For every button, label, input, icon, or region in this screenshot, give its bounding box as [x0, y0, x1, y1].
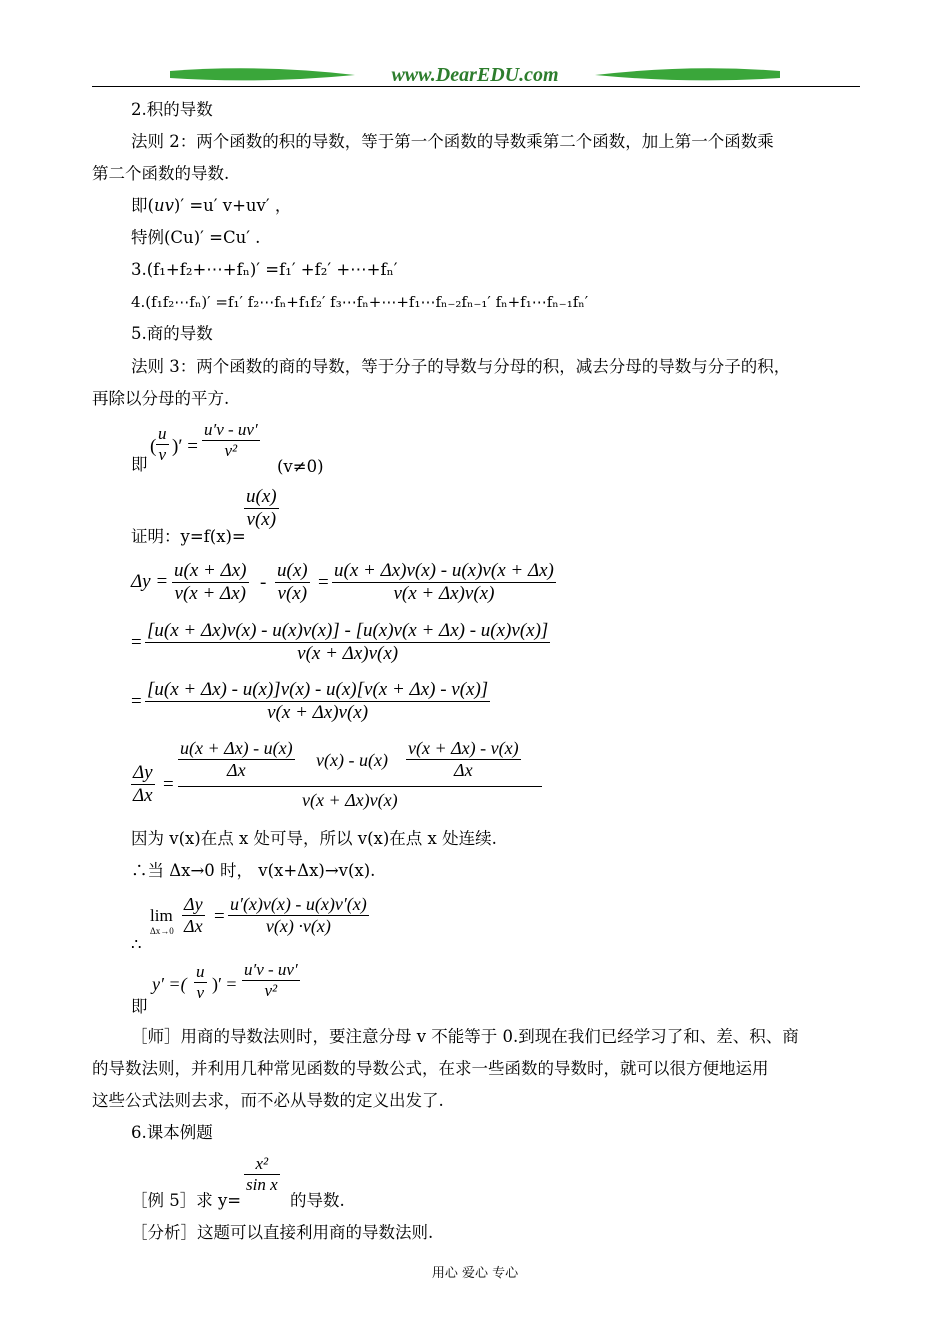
page-footer: 用心 爱心 专心 [431, 1266, 519, 1281]
teacher-note: ［师］用商的导数法则时，要注意分母 v 不能等于 0.到现在我们已经学习了和、差、积、商 [131, 1027, 799, 1046]
proof-label: 证明：y=f(x)= [131, 527, 246, 546]
product-formula: 即(uv)′ =u′ v+uv′ ， [131, 196, 292, 215]
rule-2-text: 法则 2：两个函数的积的导数，等于第一个函数的导数乘第二个函数，加上第一个函数乘 [131, 132, 774, 151]
delta-y-symbol: Δy = [131, 571, 169, 592]
final-label: 即 [131, 997, 148, 1016]
section-quotient-title: 5.商的导数 [131, 324, 213, 343]
quotient-label: 即 [131, 455, 148, 474]
rule-3-text-cont: 再除以分母的平方. [92, 389, 230, 408]
rule-3-text: 法则 3：两个函数的商的导数，等于分子的导数与分母的积，减去分母的导数与分子的积， [131, 357, 791, 376]
example-5-analysis: ［分析］这题可以直接利用商的导数法则. [131, 1223, 434, 1242]
therefore-label: ∴ [131, 935, 142, 954]
multi-product-formula: 4.(f₁f₂⋯fₙ)′ =f₁′ f₂⋯fₙ+f₁f₂′ f₃⋯fₙ+⋯+f₁⋯fₙ₋₂fₙ₋₁′ fₙ+f₁⋯fₙ₋₁fₙ′ [131, 293, 589, 311]
sum-formula: 3.(f₁+f₂+⋯+fₙ)′ =f₁′ +f₂′ +⋯+fₙ′ [131, 260, 398, 279]
special-case-formula: 特例(Cu)′ =Cu′ . [131, 228, 261, 247]
section-product-title: 2.积的导数 [131, 100, 213, 119]
deareduc-logo [170, 62, 780, 88]
limit-condition: ∴当 Δx→0 时， v(x+Δx)→v(x). [131, 861, 376, 880]
rule-2-text-cont: 第二个函数的导数. [92, 164, 230, 183]
example-5-prefix: ［例 5］求 y= [131, 1191, 242, 1210]
teacher-note-cont-1: 的导数法则，并利用几种常见函数的导数公式，在求一些函数的导数时，就可以很方便地运用 [92, 1059, 769, 1078]
continuity-statement: 因为 v(x)在点 x 处可导，所以 v(x)在点 x 处连续. [131, 829, 497, 848]
quotient-condition: (v≠0) [277, 457, 324, 476]
difference-quotient-rhs: $\frac{u(x + \Delta x) - u(x)}{\Delta x}$ v(x) - u(x) $\frac{v(x + \Delta x) - v(x)}{\Delta x}$ v(x + Δx)v(x) [178, 738, 542, 816]
header-rule [92, 86, 860, 87]
svg-text:www.DearEDU.com: www.DearEDU.com [391, 64, 559, 86]
teacher-note-cont-2: 这些公式法则去求，而不必从导数的定义出发了. [92, 1091, 444, 1110]
section-examples-title: 6.课本例题 [131, 1123, 213, 1142]
example-5-suffix: 的导数. [290, 1191, 345, 1210]
